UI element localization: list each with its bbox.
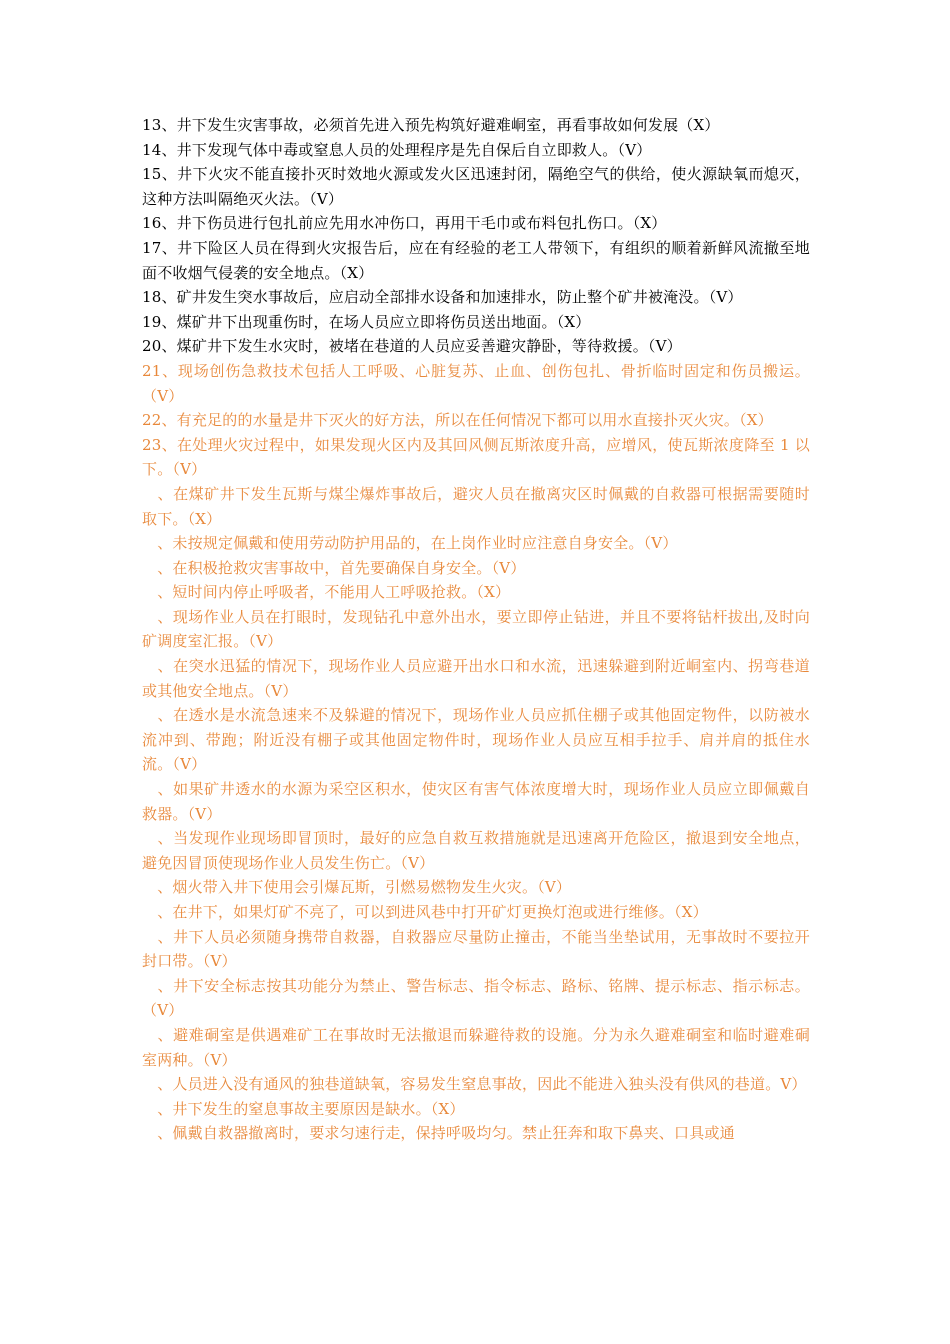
question-item: 、短时间内停止呼吸者，不能用人工呼吸抢救。（X） — [142, 583, 511, 602]
question-item: 、在突水迅猛的情况下，现场作业人员应避开出水口和水流，迅速躲避到附近峒室内、拐弯巷道或其他安全地点。（V） — [142, 657, 810, 700]
question-item: 14、井下发现气体中毒或窒息人员的处理程序是先自保后自立即救人。（V） — [142, 140, 652, 159]
question-item: 15、井下火灾不能直接扑灭时效地火源或发火区迅速封闭，隔绝空气的供给，使火源缺氧而熄灭，这种方法叫隔绝灭火法。（V） — [142, 165, 810, 208]
question-item: 13、井下发生灾害事故，必须首先进入预先构筑好避难峒室，再看事故如何发展（X） — [142, 116, 720, 134]
question-item: 、佩戴自救器撤离时，要求匀速行走，保持呼吸均匀。禁止狂奔和取下鼻夹、口具或通 — [142, 1124, 735, 1143]
question-item: 、未按规定佩戴和使用劳动防护用品的，在上岗作业时应注意自身安全。（V） — [142, 534, 678, 553]
question-item: 、井下发生的窒息事故主要原因是缺水。（X） — [142, 1099, 465, 1118]
question-item: 、在透水是水流急速来不及躲避的情况下，现场作业人员应抓住棚子或其他固定物件，以防被水流冲到、带跑；附近没有棚子或其他固定物件时，现场作业人员应互相手拉手、肩并肩的抵住水流。（V） — [142, 706, 810, 774]
question-item: 21、现场创伤急救技术包括人工呼吸、心脏复苏、止血、创伤包扎、骨折临时固定和伤员搬运。（V） — [142, 361, 810, 405]
question-item: 、在积极抢救灾害事故中，首先要确保自身安全。（V） — [142, 558, 526, 577]
question-item: 、避难硐室是供遇难矿工在事故时无法撤退而躲避待救的设施。分为永久避难硐室和临时避难硐室两种。（V） — [142, 1025, 810, 1069]
question-item: 、如果矿井透水的水源为采空区积水，使灾区有害气体浓度增大时，现场作业人员应立即佩戴自救器。（V） — [142, 780, 810, 823]
question-item: 、井下人员必须随身携带自救器，自救器应尽量防止撞击，不能当坐垫试用，无事故时不要拉开封口带。（V） — [142, 927, 810, 971]
question-item: 16、井下伤员进行包扎前应先用水冲伤口，再用干毛巾或布料包扎伤口。（X） — [142, 214, 667, 233]
document-body — [142, 113, 810, 1146]
question-item: 、人员进入没有通风的独巷道缺氧，容易发生窒息事故，因此不能进入独头没有供风的巷道。V） — [142, 1075, 807, 1094]
question-item: 18、矿井发生突水事故后，应启动全部排水设备和加速排水，防止整个矿井被淹没。（V） — [142, 288, 743, 307]
question-item: 20、煤矿井下发生水灾时，被堵在巷道的人员应妥善避灾静卧，等待救援。（V） — [142, 337, 682, 356]
question-item: 22、有充足的的水量是井下灭火的好方法，所以在任何情况下都可以用水直接扑灭火灾。（X） — [142, 411, 773, 430]
question-item: 、当发现作业现场即冒顶时，最好的应急自救互救措施就是迅速离开危险区，撤退到安全地点，避免因冒顶使现场作业人员发生伤亡。（V） — [142, 829, 810, 872]
question-item: 、现场作业人员在打眼时，发现钻孔中意外出水，要立即停止钻进，并且不要将钻杆拔出,及时向矿调度室汇报。（V） — [142, 607, 810, 651]
question-item: 、在井下，如果灯矿不亮了，可以到进风巷中打开矿灯更换灯泡或进行维修。（X） — [142, 903, 708, 921]
question-item: 23、在处理火灾过程中，如果发现火区内及其回风侧瓦斯浓度升高，应增风，使瓦斯浓度降至 1 以下。（V） — [142, 435, 810, 479]
question-item: 、井下安全标志按其功能分为禁止、警告标志、指令标志、路标、铭牌、提示标志、指示标志。（V） — [142, 976, 810, 1020]
question-item: 19、煤矿井下出现重伤时，在场人员应立即将伤员送出地面。（X） — [142, 312, 591, 331]
question-item: 17、井下险区人员在得到火灾报告后，应在有经验的老工人带领下，有组织的顺着新鲜风流撤至地面不收烟气侵袭的安全地点。（X） — [142, 238, 810, 282]
question-item: 、在煤矿井下发生瓦斯与煤尘爆炸事故后，避灾人员在撤离灾区时佩戴的自救器可根据需要随时取下。（X） — [142, 484, 810, 528]
question-item: 、烟火带入井下使用会引爆瓦斯，引燃易燃物发生火灾。（V） — [142, 878, 572, 897]
